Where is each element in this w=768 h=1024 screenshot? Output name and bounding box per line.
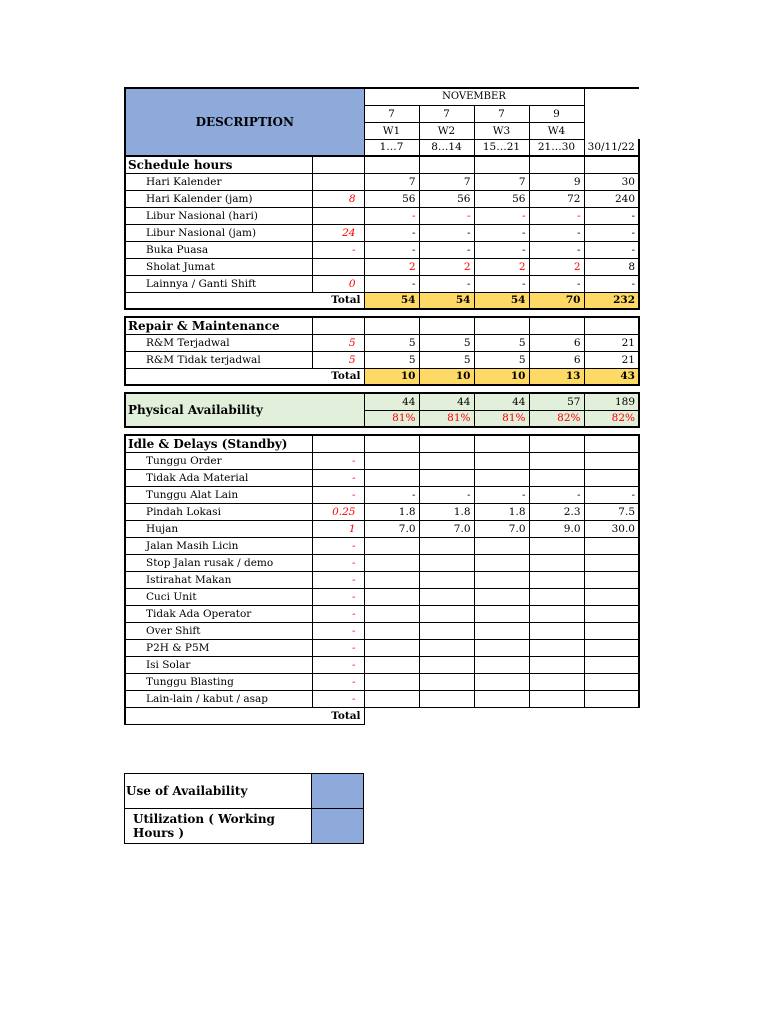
- row-total: 30.0: [584, 520, 639, 537]
- value-cell: [364, 156, 419, 173]
- idle-row: [125, 571, 639, 588]
- row-total: [584, 605, 639, 622]
- use-of-availability-value: [312, 774, 364, 809]
- row-param: -: [312, 452, 364, 469]
- week-value: [474, 452, 529, 469]
- week-value: 9.0: [529, 520, 584, 537]
- week-value: [529, 452, 584, 469]
- row-param: -: [312, 639, 364, 656]
- week-value: 7: [474, 173, 529, 190]
- week-value: [419, 554, 474, 571]
- week-value: -: [529, 486, 584, 503]
- week-value: [474, 571, 529, 588]
- week-value: [474, 554, 529, 571]
- week-value: 5: [474, 351, 529, 368]
- schedule-row: [125, 275, 639, 292]
- pa-hours: 44: [474, 393, 529, 410]
- week-value: 1.8: [364, 503, 419, 520]
- empty: [474, 707, 529, 724]
- row-total: [584, 469, 639, 486]
- week-value: -: [529, 275, 584, 292]
- week-range: 21…30: [529, 139, 584, 156]
- param-cell: [312, 317, 364, 334]
- idle-row: [125, 656, 639, 673]
- row-param: -: [312, 571, 364, 588]
- week-total: 54: [474, 292, 529, 309]
- idle-row: [125, 486, 639, 503]
- pa-percent-total: 82%: [584, 410, 639, 427]
- row-param: -: [312, 690, 364, 707]
- week-total: 10: [474, 368, 529, 385]
- week-range: 15…21: [474, 139, 529, 156]
- week-value: [364, 639, 419, 656]
- row-param: [312, 258, 364, 275]
- week-value: -: [529, 224, 584, 241]
- repair-row: [125, 351, 639, 368]
- week-total: 10: [419, 368, 474, 385]
- gap: [125, 309, 639, 317]
- week-value: 6: [529, 351, 584, 368]
- week-days: 7: [419, 105, 474, 122]
- idle-row: [125, 469, 639, 486]
- week-value: -: [474, 486, 529, 503]
- idle-row: [125, 520, 639, 537]
- idle-row: [125, 452, 639, 469]
- header-row: [125, 88, 639, 105]
- week-value: [419, 605, 474, 622]
- week-value: [474, 537, 529, 554]
- week-value: -: [419, 224, 474, 241]
- week-value: 5: [419, 351, 474, 368]
- row-param: -: [312, 537, 364, 554]
- week-value: [419, 656, 474, 673]
- week-value: [529, 469, 584, 486]
- row-total: -: [584, 275, 639, 292]
- value-cell: [529, 317, 584, 334]
- week-total: 54: [419, 292, 474, 309]
- week-value: -: [474, 207, 529, 224]
- row-total: -: [584, 207, 639, 224]
- row-label: R&M Tidak terjadwal: [125, 351, 312, 368]
- schedule-row: [125, 190, 639, 207]
- week-value: [364, 605, 419, 622]
- week-value: 56: [419, 190, 474, 207]
- row-label: Hujan: [125, 520, 312, 537]
- week-value: [419, 639, 474, 656]
- week-value: [474, 605, 529, 622]
- week-total: 70: [529, 292, 584, 309]
- week-value: [474, 622, 529, 639]
- pa-hours-row: [125, 393, 639, 410]
- value-cell: [584, 435, 639, 452]
- week-value: 1.8: [419, 503, 474, 520]
- schedule-title-row: [125, 156, 639, 173]
- empty: [529, 707, 584, 724]
- week-value: [419, 588, 474, 605]
- total-label: Total: [125, 707, 364, 724]
- week-value: [364, 690, 419, 707]
- schedule-total-row: [125, 292, 639, 309]
- idle-delays-title: Idle & Delays (Standby): [125, 435, 312, 452]
- week-value: 72: [529, 190, 584, 207]
- row-param: 5: [312, 334, 364, 351]
- week-value: [364, 469, 419, 486]
- row-total: -: [584, 224, 639, 241]
- gap-row: [125, 427, 639, 435]
- schedule-row: [125, 224, 639, 241]
- idle-row: [125, 605, 639, 622]
- row-label: Buka Puasa: [125, 241, 312, 258]
- week-value: [419, 690, 474, 707]
- row-param: -: [312, 486, 364, 503]
- week-value: [364, 571, 419, 588]
- idle-row: [125, 639, 639, 656]
- pa-percent: 82%: [529, 410, 584, 427]
- row-param: [312, 173, 364, 190]
- idle-row: [125, 690, 639, 707]
- week-value: 2: [364, 258, 419, 275]
- total-label: Total: [125, 368, 364, 385]
- row-label: P2H & P5M: [125, 639, 312, 656]
- row-total: 8: [584, 258, 639, 275]
- week-value: [474, 656, 529, 673]
- week-value: -: [364, 275, 419, 292]
- grand-total: 43: [584, 368, 639, 385]
- week-value: -: [419, 486, 474, 503]
- week-value: [529, 571, 584, 588]
- idle-row: [125, 503, 639, 520]
- week-value: [419, 537, 474, 554]
- week-value: [474, 673, 529, 690]
- row-label: Tidak Ada Material: [125, 469, 312, 486]
- row-label: Libur Nasional (hari): [125, 207, 312, 224]
- row-param: -: [312, 241, 364, 258]
- use-of-availability-label: Use of Availability: [125, 774, 312, 809]
- row-param: 0.25: [312, 503, 364, 520]
- week-value: [529, 639, 584, 656]
- week-value: 5: [474, 334, 529, 351]
- week-value: [529, 554, 584, 571]
- week-value: [474, 639, 529, 656]
- pa-percent: 81%: [364, 410, 419, 427]
- repair-row: [125, 334, 639, 351]
- value-cell: [584, 156, 639, 173]
- week-value: -: [419, 207, 474, 224]
- value-cell: [419, 317, 474, 334]
- week-value: [529, 588, 584, 605]
- week-value: 56: [364, 190, 419, 207]
- value-cell: [474, 156, 529, 173]
- report-sheet: [124, 87, 640, 725]
- empty: [364, 707, 419, 724]
- row-label: Isi Solar: [125, 656, 312, 673]
- row-label: Hari Kalender (jam): [125, 190, 312, 207]
- month-header: NOVEMBER: [364, 88, 584, 105]
- week-value: 2: [529, 258, 584, 275]
- week-value: -: [474, 241, 529, 258]
- week-value: 7.0: [474, 520, 529, 537]
- empty: [584, 707, 639, 724]
- week-label: W2: [419, 122, 474, 139]
- week-value: -: [474, 275, 529, 292]
- grand-total: 232: [584, 292, 639, 309]
- week-value: [529, 605, 584, 622]
- row-total: 30: [584, 173, 639, 190]
- idle-row: [125, 537, 639, 554]
- row-label: Tunggu Alat Lain: [125, 486, 312, 503]
- week-value: -: [529, 207, 584, 224]
- week-value: -: [419, 275, 474, 292]
- row-total: 21: [584, 351, 639, 368]
- week-value: [364, 673, 419, 690]
- repair-maintenance-title: Repair & Maintenance: [125, 317, 312, 334]
- value-cell: [364, 435, 419, 452]
- week-value: [529, 622, 584, 639]
- row-param: -: [312, 605, 364, 622]
- value-cell: [474, 317, 529, 334]
- row-param: 8: [312, 190, 364, 207]
- row-param: -: [312, 673, 364, 690]
- row-label: Lainnya / Ganti Shift: [125, 275, 312, 292]
- idle-title-row: [125, 435, 639, 452]
- value-cell: [364, 317, 419, 334]
- row-param: 5: [312, 351, 364, 368]
- row-total: [584, 639, 639, 656]
- row-param: 1: [312, 520, 364, 537]
- row-label: Tunggu Order: [125, 452, 312, 469]
- week-value: 5: [419, 334, 474, 351]
- value-cell: [419, 435, 474, 452]
- week-value: 5: [364, 351, 419, 368]
- week-value: -: [364, 224, 419, 241]
- week-value: 7: [364, 173, 419, 190]
- repair-title-row: [125, 317, 639, 334]
- week-value: -: [364, 241, 419, 258]
- physical-availability-title: Physical Availability: [125, 393, 364, 427]
- row-param: [312, 207, 364, 224]
- idle-row: [125, 588, 639, 605]
- week-value: [419, 673, 474, 690]
- row-total: [584, 656, 639, 673]
- idle-total-row: [125, 707, 639, 724]
- empty: [419, 707, 474, 724]
- week-value: [364, 656, 419, 673]
- week-value: -: [419, 241, 474, 258]
- param-cell: [312, 435, 364, 452]
- row-total: [584, 452, 639, 469]
- week-value: -: [364, 486, 419, 503]
- row-label: Tidak Ada Operator: [125, 605, 312, 622]
- row-total: [584, 571, 639, 588]
- row-label: Istirahat Makan: [125, 571, 312, 588]
- week-value: [529, 673, 584, 690]
- gap: [125, 385, 639, 393]
- total-date: 30/11/22: [584, 139, 639, 156]
- week-value: [364, 588, 419, 605]
- week-value: 9: [529, 173, 584, 190]
- row-param: 24: [312, 224, 364, 241]
- utilization-label: Utilization ( Working Hours ): [125, 809, 312, 844]
- week-total: 10: [364, 368, 419, 385]
- week-value: 7.0: [364, 520, 419, 537]
- row-label: Hari Kalender: [125, 173, 312, 190]
- row-label: Lain-lain / kabut / asap: [125, 690, 312, 707]
- week-value: [474, 588, 529, 605]
- week-days: 7: [474, 105, 529, 122]
- week-days: 9: [529, 105, 584, 122]
- row-param: -: [312, 554, 364, 571]
- week-value: [529, 690, 584, 707]
- row-label: Sholat Jumat: [125, 258, 312, 275]
- week-value: -: [474, 224, 529, 241]
- row-param: -: [312, 622, 364, 639]
- row-label: Jalan Masih Licin: [125, 537, 312, 554]
- row-total: [584, 588, 639, 605]
- week-value: [364, 554, 419, 571]
- idle-row: [125, 554, 639, 571]
- week-value: 2: [474, 258, 529, 275]
- week-value: [474, 690, 529, 707]
- week-value: 6: [529, 334, 584, 351]
- row-label: Pindah Lokasi: [125, 503, 312, 520]
- pa-hours: 44: [364, 393, 419, 410]
- repair-total-row: [125, 368, 639, 385]
- row-label: Cuci Unit: [125, 588, 312, 605]
- row-param: -: [312, 656, 364, 673]
- pa-hours: 57: [529, 393, 584, 410]
- value-cell: [529, 156, 584, 173]
- pa-percent: 81%: [474, 410, 529, 427]
- row-total: -: [584, 486, 639, 503]
- utilization-box: [124, 773, 364, 844]
- week-value: [419, 571, 474, 588]
- idle-row: [125, 673, 639, 690]
- row-total: [584, 537, 639, 554]
- param-cell: [312, 156, 364, 173]
- total-header-blank: [584, 88, 639, 139]
- week-label: W3: [474, 122, 529, 139]
- idle-row: [125, 622, 639, 639]
- week-days: 7: [364, 105, 419, 122]
- availability-table: [124, 87, 640, 725]
- week-value: 5: [364, 334, 419, 351]
- value-cell: [474, 435, 529, 452]
- schedule-row: [125, 207, 639, 224]
- row-param: -: [312, 469, 364, 486]
- week-value: [419, 469, 474, 486]
- row-param: 0: [312, 275, 364, 292]
- row-total: 21: [584, 334, 639, 351]
- pa-percent: 81%: [419, 410, 474, 427]
- row-total: [584, 554, 639, 571]
- week-value: 7: [419, 173, 474, 190]
- total-label: Total: [125, 292, 364, 309]
- week-range: 1…7: [364, 139, 419, 156]
- week-value: [474, 469, 529, 486]
- row-total: [584, 622, 639, 639]
- week-value: 1.8: [474, 503, 529, 520]
- week-value: -: [364, 207, 419, 224]
- pa-hours: 44: [419, 393, 474, 410]
- row-label: Stop Jalan rusak / demo: [125, 554, 312, 571]
- schedule-hours-title: Schedule hours: [125, 156, 312, 173]
- schedule-row: [125, 258, 639, 275]
- week-total: 13: [529, 368, 584, 385]
- gap: [125, 427, 639, 435]
- row-label: Tunggu Blasting: [125, 673, 312, 690]
- week-range: 8…14: [419, 139, 474, 156]
- week-value: [364, 622, 419, 639]
- week-value: 2.3: [529, 503, 584, 520]
- row-total: [584, 673, 639, 690]
- week-total: 54: [364, 292, 419, 309]
- week-label: W4: [529, 122, 584, 139]
- week-value: [364, 537, 419, 554]
- row-total: -: [584, 241, 639, 258]
- utilization-value: [312, 809, 364, 844]
- row-total: [584, 690, 639, 707]
- week-value: 7.0: [419, 520, 474, 537]
- week-label: W1: [364, 122, 419, 139]
- week-value: [529, 656, 584, 673]
- row-param: -: [312, 588, 364, 605]
- week-value: [364, 452, 419, 469]
- week-value: 56: [474, 190, 529, 207]
- row-label: Libur Nasional (jam): [125, 224, 312, 241]
- gap-row: [125, 309, 639, 317]
- schedule-row: [125, 173, 639, 190]
- value-cell: [419, 156, 474, 173]
- row-total: 240: [584, 190, 639, 207]
- value-cell: [584, 317, 639, 334]
- week-value: [529, 537, 584, 554]
- gap-row: [125, 385, 639, 393]
- row-label: Over Shift: [125, 622, 312, 639]
- week-value: [419, 452, 474, 469]
- schedule-row: [125, 241, 639, 258]
- week-value: 2: [419, 258, 474, 275]
- pa-hours-total: 189: [584, 393, 639, 410]
- week-value: [419, 622, 474, 639]
- description-header: DESCRIPTION: [125, 88, 364, 156]
- week-value: -: [529, 241, 584, 258]
- row-label: R&M Terjadwal: [125, 334, 312, 351]
- value-cell: [529, 435, 584, 452]
- row-total: 7.5: [584, 503, 639, 520]
